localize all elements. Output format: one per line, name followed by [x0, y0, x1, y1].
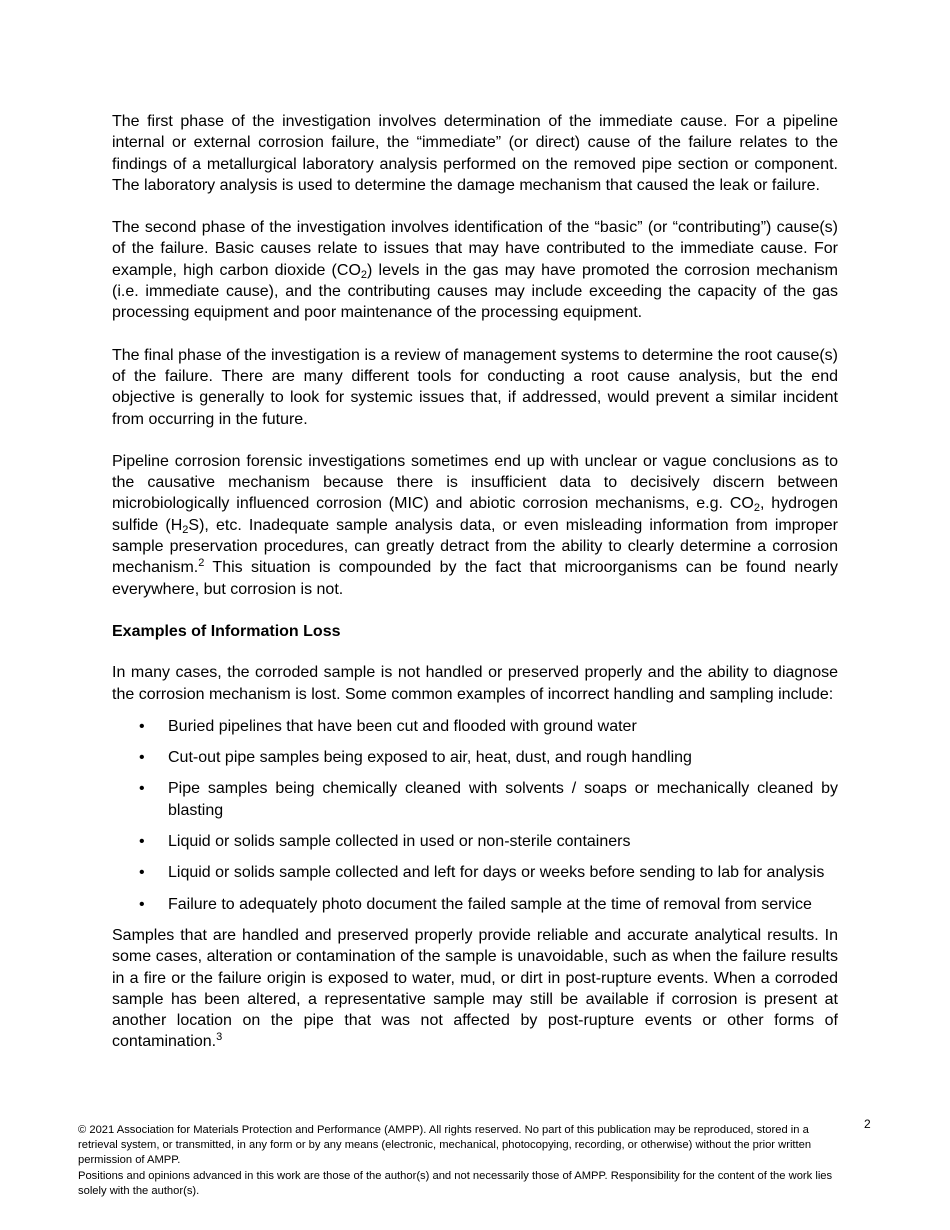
paragraph-information-loss: In many cases, the corroded sample is not handled or preserved properly and the ability to diagnose the corrosion mechanism is lost. Some common examples of incorrect handling and sampling include:	[112, 664, 838, 703]
list-item-text: Liquid or solids sample collected and left for days or weeks before sending to lab for analysis	[168, 864, 825, 882]
list-item	[112, 747, 838, 768]
paragraph-immediate-cause: The first phase of the investigation involves determination of the immediate cause. For a pipeline internal or external corrosion failure, the “immediate” (or direct) cause of the failure relates to the findings of a metallurgical laboratory analysis performed on the removed pipe section or component. The laboratory analysis is used to determine the damage mechanism that caused the leak or failure.	[112, 113, 838, 194]
paragraph-basic-cause	[112, 217, 838, 323]
document-body	[112, 111, 838, 1074]
text-segment: Pipeline corrosion forensic investigations sometimes end up with unclear or vague conclusions as to the causative mechanism because there is insufficient data to decisively discern between microbiologically influenced corrosion (MIC) and abiotic corrosion mechanisms, e.g. CO	[112, 452, 838, 513]
list-item-text: Failure to adequately photo document the failed sample at the time of removal from service	[168, 895, 812, 913]
list-item	[112, 778, 838, 821]
text-segment: This situation is compounded by the fact that microorganisms can be found nearly everywhere, but corrosion is not.	[112, 559, 838, 598]
text-segment: S), etc. Inadequate sample analysis data, or even misleading information from improper sample preservation procedures, can greatly detract from the ability to clearly determine a corrosion mechanism.	[112, 516, 838, 577]
list-item-text: Pipe samples being chemically cleaned with solvents / soaps or mechanically cleaned by blasting	[168, 780, 838, 819]
paragraph-forensic-investigations	[112, 451, 838, 600]
copyright-notice: © 2021 Association for Materials Protection and Performance (AMPP). All rights reserved. No part of this publication may be reproduced, stored in a retrieval system, or transmitted, in any form or by any means (electronic, mechanical, photocopying, recording, or otherwise) without the prior written permission of AMPP.	[78, 1124, 812, 1167]
bullet-icon: •	[139, 780, 145, 798]
subscript: 2	[753, 502, 760, 515]
paragraph-root-cause: The final phase of the investigation is a review of management systems to determine the root cause(s) of the failure. There are many different tools for conducting a root cause analysis, but the end objective is generally to look for systemic issues that, if addressed, would prevent a similar incident from occurring in the future.	[112, 346, 838, 428]
text-segment: The second phase of the investigation involves identification of the “basic” (or “contributing”) cause(s) of the failure. Basic causes relate to issues that may have contributed to the immediate cause. For example, high carbon dioxide (CO	[112, 219, 838, 279]
paragraph-sample-preservation	[112, 925, 838, 1053]
list-item-text: Cut-out pipe samples being exposed to air, heat, dust, and rough handling	[168, 749, 692, 767]
disclaimer-notice: Positions and opinions advanced in this work are those of the author(s) and not necessarily those of AMPP. Responsibility for the content of the work lies solely with the author(s).	[78, 1169, 833, 1197]
page-footer	[78, 1123, 848, 1199]
bullet-icon: •	[139, 749, 145, 767]
footnote-ref: 3	[216, 1031, 223, 1044]
list-item	[112, 862, 838, 883]
text-segment: Samples that are handled and preserved properly provide reliable and accurate analytical results. In some cases, alteration or contamination of the sample is unavoidable, such as when the failure results in a fire or the failure origin is exposed to water, mud, or dirt in post-rupture events. When a corroded sample has been altered, a representative sample may still be available if corrosion is present at another location on the pipe that was not affected by post-rupture events or other forms of contamination.	[112, 926, 838, 1051]
bullet-icon: •	[139, 864, 145, 882]
list-item-text: Liquid or solids sample collected in used or non-sterile containers	[168, 833, 631, 851]
bullet-icon: •	[139, 895, 145, 913]
list-item-text: Buried pipelines that have been cut and flooded with ground water	[168, 717, 637, 735]
list-item	[112, 831, 838, 852]
text-segment: ) levels in the gas may have promoted the corrosion mechanism (i.e. immediate cause), and the contributing causes may include exceeding the capacity of the gas processing equipment and poor maintenance of the processing equipment.	[112, 261, 839, 322]
list-item	[112, 894, 838, 915]
bullet-icon: •	[139, 833, 145, 851]
subscript: 2	[360, 268, 368, 281]
footnote-ref: 2	[198, 557, 205, 570]
list-item	[112, 716, 838, 737]
bullet-icon: •	[139, 717, 145, 735]
page-number: 2	[864, 1117, 871, 1131]
bullet-list	[112, 716, 838, 915]
text-segment: , hydrogen sulfide (H	[112, 495, 838, 534]
section-heading: Examples of Information Loss	[112, 622, 341, 640]
subscript: 2	[182, 523, 189, 536]
